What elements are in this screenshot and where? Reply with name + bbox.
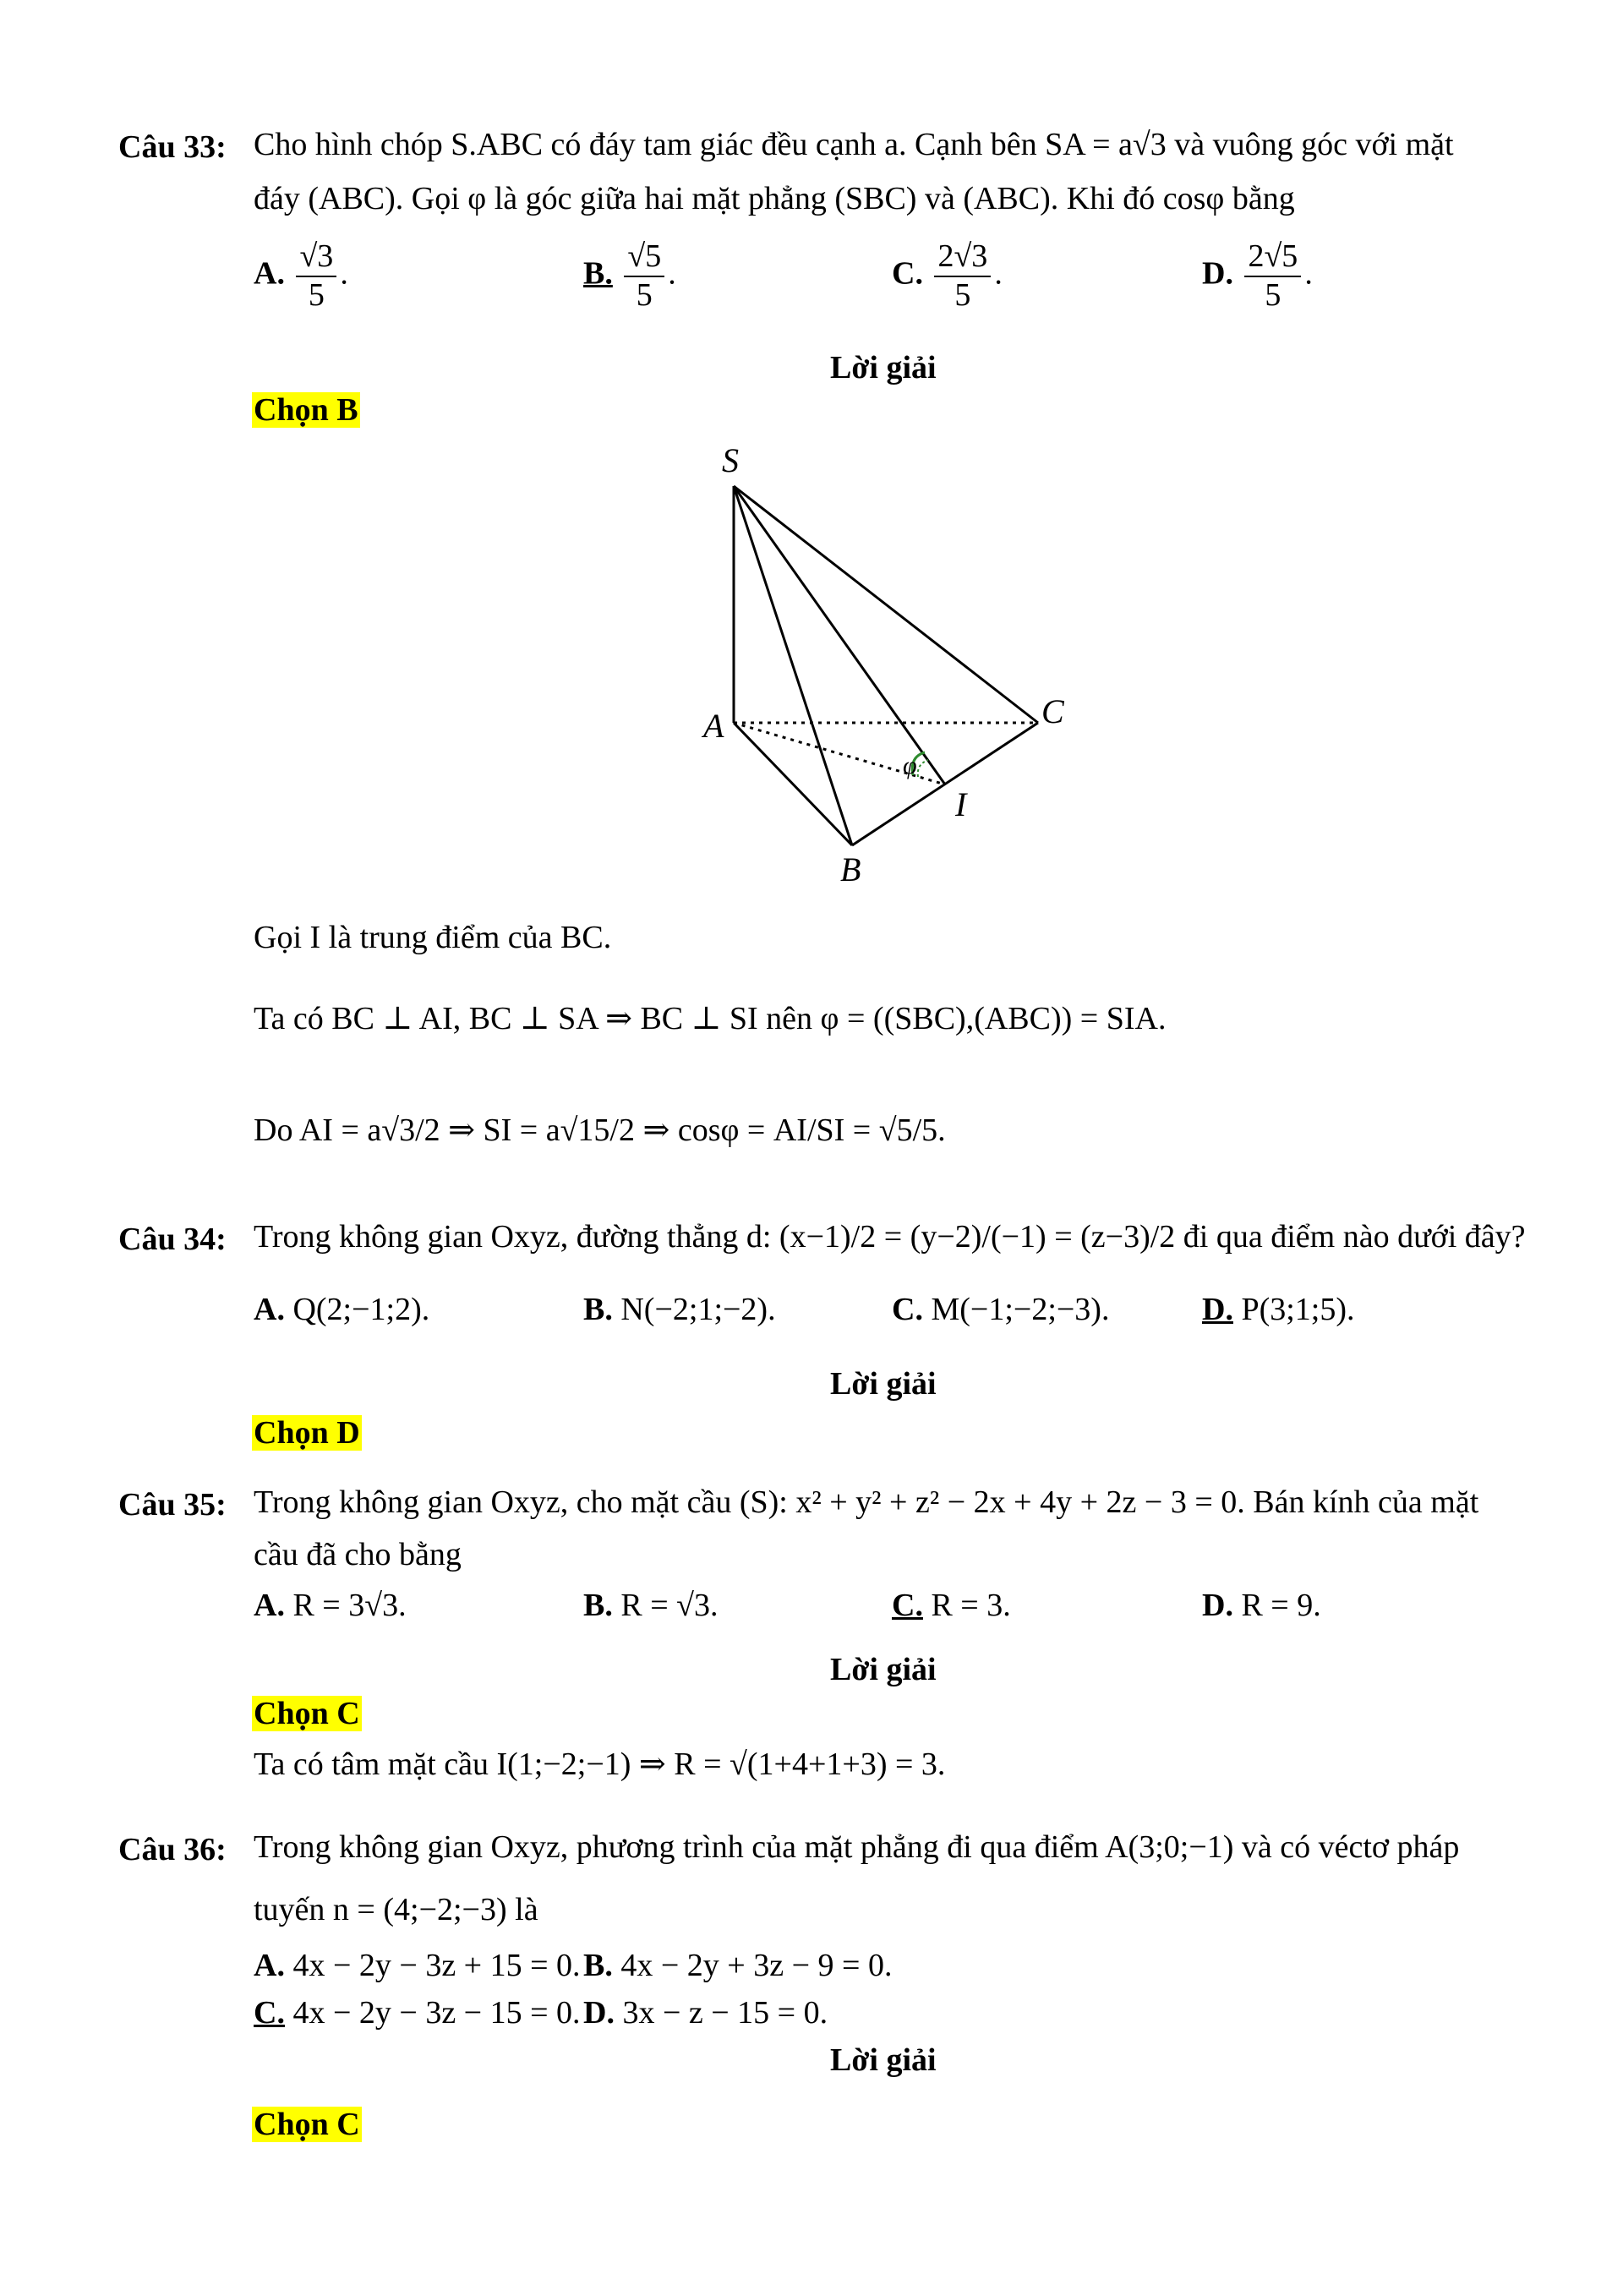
q34-solution-heading: Lời giải bbox=[830, 1366, 937, 1402]
edge-SI bbox=[734, 486, 945, 784]
q33-sol-line2: Ta có BC ⊥ AI, BC ⊥ SA ⇒ BC ⊥ SI nên φ = ((SBC),(ABC)) = SIA. bbox=[254, 1001, 1167, 1036]
q34-option-a: A. Q(2;−1;2). bbox=[254, 1292, 430, 1327]
q33-label: Câu 33: bbox=[118, 129, 227, 165]
q34-line1: Trong không gian Oxyz, đường thẳng d: (x−1)/2 = (y−2)/(−1) = (z−3)/2 đi qua điểm nào dưới đây? bbox=[254, 1219, 1526, 1255]
q34-label: Câu 34: bbox=[118, 1222, 227, 1257]
angle-arc-2 bbox=[918, 760, 928, 777]
q36-answer: Chọn C bbox=[254, 2107, 360, 2142]
label-B: B bbox=[840, 850, 861, 888]
q36-label: Câu 36: bbox=[118, 1832, 227, 1867]
q33-option-b: B. $\frac{√5}{5}$ . bbox=[583, 238, 676, 313]
pyramid-figure bbox=[659, 431, 1133, 905]
q35-solution-heading: Lời giải bbox=[830, 1652, 937, 1687]
label-A: A bbox=[703, 707, 724, 745]
q33-option-c: C. $\frac{2√3}{5}$ . bbox=[892, 238, 1003, 313]
q36-option-b: B. 4x − 2y + 3z − 9 = 0. bbox=[583, 1948, 893, 1983]
label-C: C bbox=[1041, 692, 1064, 730]
q33-line1: Cho hình chóp S.ABC có đáy tam giác đều cạnh a. Cạnh bên SA = a√3 và vuông góc với mặt bbox=[254, 127, 1454, 162]
q36-line2: tuyến n = (4;−2;−3) là bbox=[254, 1892, 538, 1927]
q33-line2: đáy (ABC). Gọi φ là góc giữa hai mặt phẳng (SBC) và (ABC). Khi đó cosφ bằng bbox=[254, 181, 1295, 216]
q35-option-b: B. R = √3. bbox=[583, 1588, 719, 1623]
q35-line2: cầu đã cho bằng bbox=[254, 1537, 462, 1572]
q34-option-d: D. P(3;1;5). bbox=[1202, 1292, 1355, 1327]
label-S: S bbox=[722, 441, 739, 479]
label-phi: φ bbox=[903, 752, 917, 779]
q35-label: Câu 35: bbox=[118, 1487, 227, 1522]
q36-line1: Trong không gian Oxyz, phương trình của mặt phẳng đi qua điểm A(3;0;−1) và có véctơ pháp bbox=[254, 1829, 1460, 1865]
q35-sol-line1: Ta có tâm mặt cầu I(1;−2;−1) ⇒ R = √(1+4+1+3) = 3. bbox=[254, 1747, 946, 1782]
q33-sol-line3: Do AI = a√3/2 ⇒ SI = a√15/2 ⇒ cosφ = AI/SI = √5/5. bbox=[254, 1112, 946, 1148]
q35-option-a: A. R = 3√3. bbox=[254, 1588, 407, 1623]
q35-answer: Chọn C bbox=[254, 1696, 360, 1731]
q36-solution-heading: Lời giải bbox=[830, 2042, 937, 2078]
q33-solution-heading: Lời giải bbox=[830, 350, 937, 385]
q35-option-c: C. R = 3. bbox=[892, 1588, 1011, 1623]
q36-option-c: C. 4x − 2y − 3z − 15 = 0. bbox=[254, 1995, 581, 2031]
edge-SB bbox=[734, 486, 852, 845]
label-I: I bbox=[955, 785, 967, 823]
q35-option-d: D. R = 9. bbox=[1202, 1588, 1321, 1623]
edge-SC bbox=[734, 486, 1038, 723]
q33-sol-line1: Gọi I là trung điểm của BC. bbox=[254, 920, 612, 955]
q33-option-a: A. $\frac{√3}{5}$ . bbox=[254, 238, 348, 313]
q33-option-d: D. $\frac{2√5}{5}$ . bbox=[1202, 238, 1313, 313]
q33-answer: Chọn B bbox=[254, 392, 358, 428]
q35-line1: Trong không gian Oxyz, cho mặt cầu (S): x² + y² + z² − 2x + 4y + 2z − 3 = 0. Bán kính của mặt bbox=[254, 1484, 1479, 1520]
q34-option-c: C. M(−1;−2;−3). bbox=[892, 1292, 1110, 1327]
q34-option-b: B. N(−2;1;−2). bbox=[583, 1292, 776, 1327]
q34-answer: Chọn D bbox=[254, 1415, 360, 1451]
q36-option-d: D. 3x − z − 15 = 0. bbox=[583, 1995, 828, 2031]
q36-option-a: A. 4x − 2y − 3z + 15 = 0. bbox=[254, 1948, 581, 1983]
